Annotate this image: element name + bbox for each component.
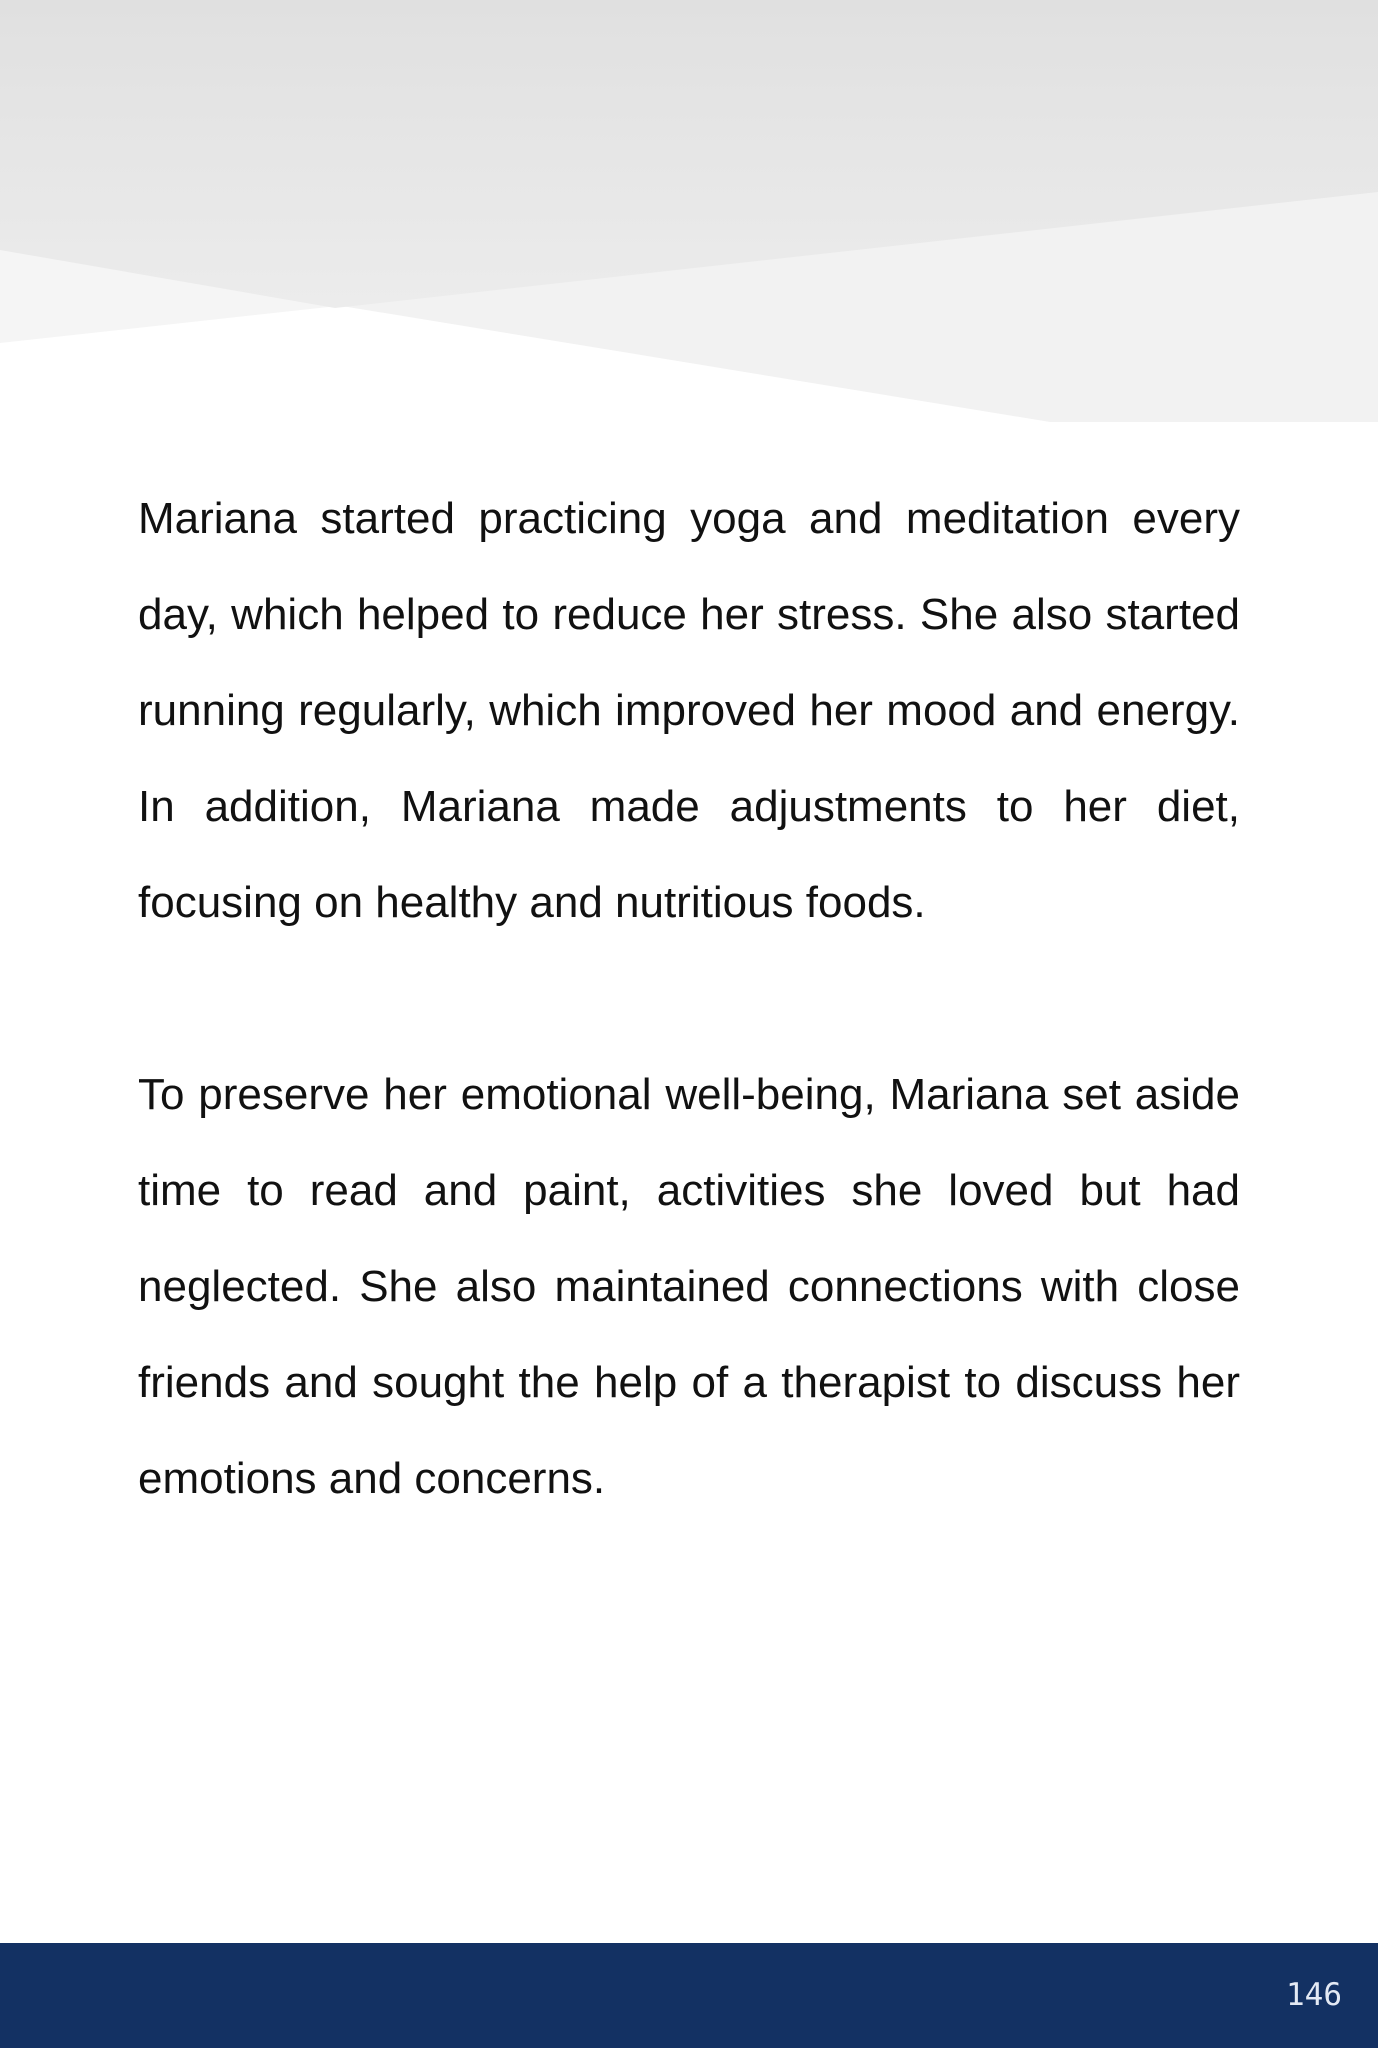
- paragraph: To preserve her emotional well-being, Mariana set aside time to read and paint, activities she loved but had neglected. She also maintained connections with close friends and sought the help of a therapist to discuss her emotions and concerns.: [138, 1070, 1240, 1503]
- header-decoration: [0, 0, 1378, 430]
- paragraph: Mariana started practicing yoga and meditation every day, which helped to reduce her stress. She also started running regularly, which improved her mood and energy. In addition, Mariana made adjustments to her diet, focusing on healthy and nutritious foods.: [138, 494, 1240, 927]
- body-text: [138, 471, 1240, 1527]
- footer-bar: [0, 1943, 1378, 2048]
- page-number: 146: [1286, 1977, 1342, 2013]
